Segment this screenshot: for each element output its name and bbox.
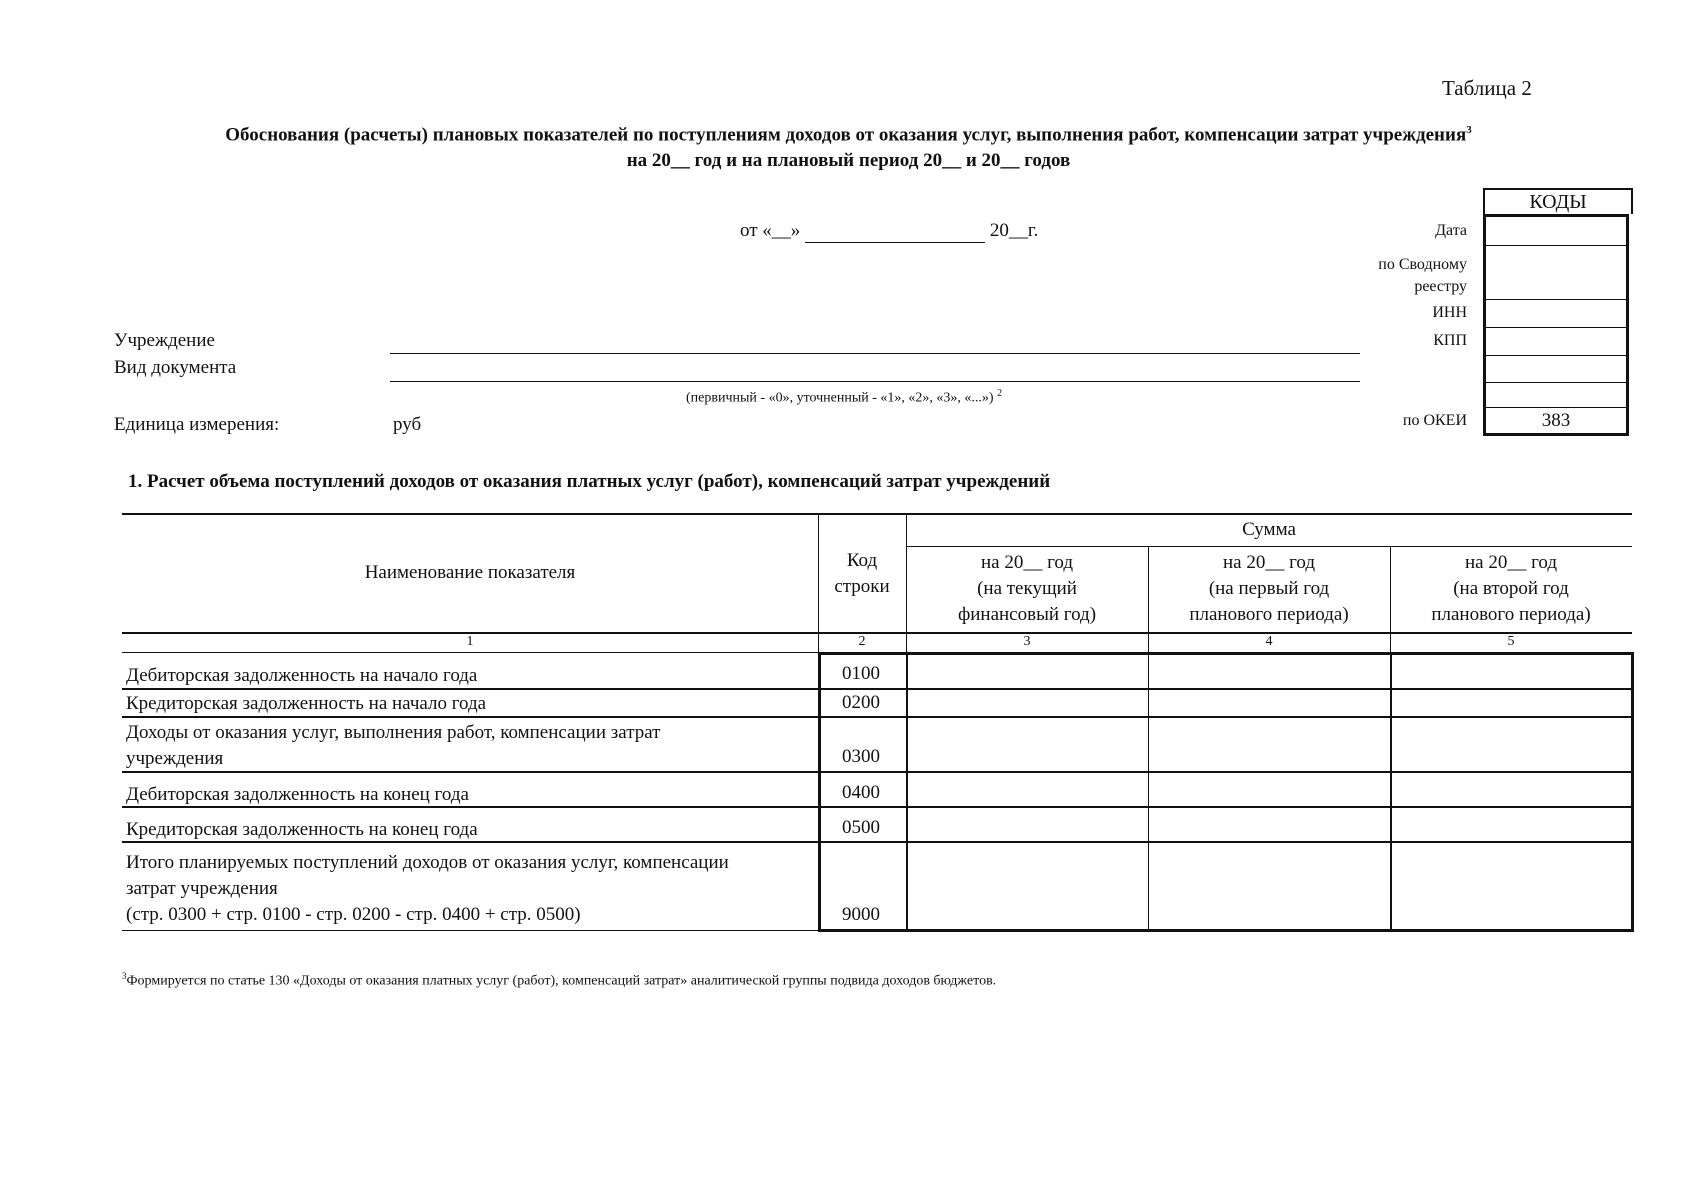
table-top-line [122,513,1632,515]
col-number: 2 [858,634,866,649]
col-year-line: планового периода) [1431,604,1591,625]
date-blank[interactable] [805,220,985,243]
table-row-code: 0100 [842,663,880,684]
okei-code-value[interactable]: 383 [1541,410,1571,431]
table-row-label: Доходы от оказания услуг, выполнения работ, компенсации затрат учреждения [126,722,661,769]
doc-type-field[interactable] [390,381,1360,382]
table-line [906,652,908,932]
date-line [740,220,1038,243]
col-name-header: Наименование показателя [364,562,576,583]
table-number: Таблица 2 [1442,76,1532,100]
col-year-line: на 20__ год [1464,552,1558,573]
table-row-code: 0300 [842,746,880,767]
code-label-registry: по Сводному [1378,256,1467,273]
codes-box [1483,214,1629,436]
col-year-line: на 20__ год [980,552,1074,573]
doc-type-note [686,388,1002,407]
col-year-plan1 [1148,550,1390,628]
unit-label: Единица измерения: [114,414,280,435]
codes-divider [1486,382,1626,383]
code-label-okei: по ОКЕИ [1402,412,1467,429]
form-title [0,124,1697,146]
date-suffix: 20__г. [989,220,1039,241]
table-row-code: 0400 [842,782,880,803]
unit-value: руб [393,414,422,435]
col-code-header [818,548,906,600]
table-line [122,930,818,931]
table-line [1148,652,1149,932]
codes-header: КОДЫ [1483,188,1633,214]
doc-type-note-text: (первичный - «0», уточненный - «1», «2», «3», «...») [686,390,994,406]
codes-divider [1486,245,1626,246]
col-number: 3 [1023,634,1031,649]
col-sum-header: Сумма [1242,519,1296,540]
table-line [122,652,818,653]
codes-divider [1486,327,1626,328]
table-row-label: Дебиторская задолженность на конец года [126,784,469,805]
footnote-text: Формируется по статье 130 «Доходы от оказания платных услуг (работ), компенсаций затрат» аналитической группы подвида доходов бюджетов. [126,973,997,989]
table-row-label: Кредиторская задолженность на начало года [126,693,487,714]
code-label-registry-2: реестру [1414,278,1467,295]
table-row-label: Кредиторская задолженность на конец года [126,819,478,840]
footnote-ref: 3 [1466,124,1472,136]
footnote [122,971,996,990]
table-row-label: Дебиторская задолженность на начало года [126,665,478,686]
code-label-kpp: КПП [1433,332,1467,349]
form-subtitle: на 20__ год и на плановый период 20__ и 20__ годов [626,150,1071,171]
code-label-inn: ИНН [1432,304,1467,321]
form-title-text: Обоснования (расчеты) плановых показателей по поступлениям доходов от оказания услуг, выполнения работ, компенсации затрат учреждения [225,124,1467,146]
table-row-code: 0200 [842,692,880,713]
codes-divider [1486,299,1626,300]
col-year-line: (на первый год [1208,578,1330,599]
institution-field[interactable] [390,353,1360,354]
codes-divider [1486,355,1626,356]
doc-type-label: Вид документа [114,357,237,378]
col-number: 4 [1265,634,1273,649]
col-year-plan2 [1390,550,1632,628]
col-year-line: на 20__ год [1222,552,1316,573]
code-label-date: Дата [1435,222,1467,239]
table-line [1390,652,1392,932]
institution-label: Учреждение [114,330,215,351]
col-year-current [906,550,1148,628]
col-number: 5 [1507,634,1515,649]
date-prefix: от «__» [740,220,801,241]
col-code-header-line2: строки [834,576,890,597]
table-row-code: 0500 [842,817,880,838]
footnote-mark: 3 [122,971,127,981]
codes-divider [1486,407,1626,408]
col-year-line: финансовый год) [957,604,1097,625]
section-title: 1. Расчет объема поступлений доходов от оказания платных услуг (работ), компенсаций затрат учреждений [128,471,1051,492]
footnote-ref: 2 [997,388,1003,399]
table-row-code: 9000 [842,904,880,925]
col-code-header-line1: Код [846,550,878,571]
table-line [906,546,1632,547]
col-number: 1 [466,634,474,649]
col-year-line: планового периода) [1189,604,1349,625]
values-box [818,652,1634,932]
col-year-line: (на второй год [1453,578,1569,599]
table-row-label: Итого планируемых поступлений доходов от оказания услуг, компенсации затрат учреждения (стр. 0300 + стр. 0100 - стр. 0200 - стр. 0400 + стр. 0500) [126,852,729,925]
col-year-line: (на текущий [977,578,1077,599]
